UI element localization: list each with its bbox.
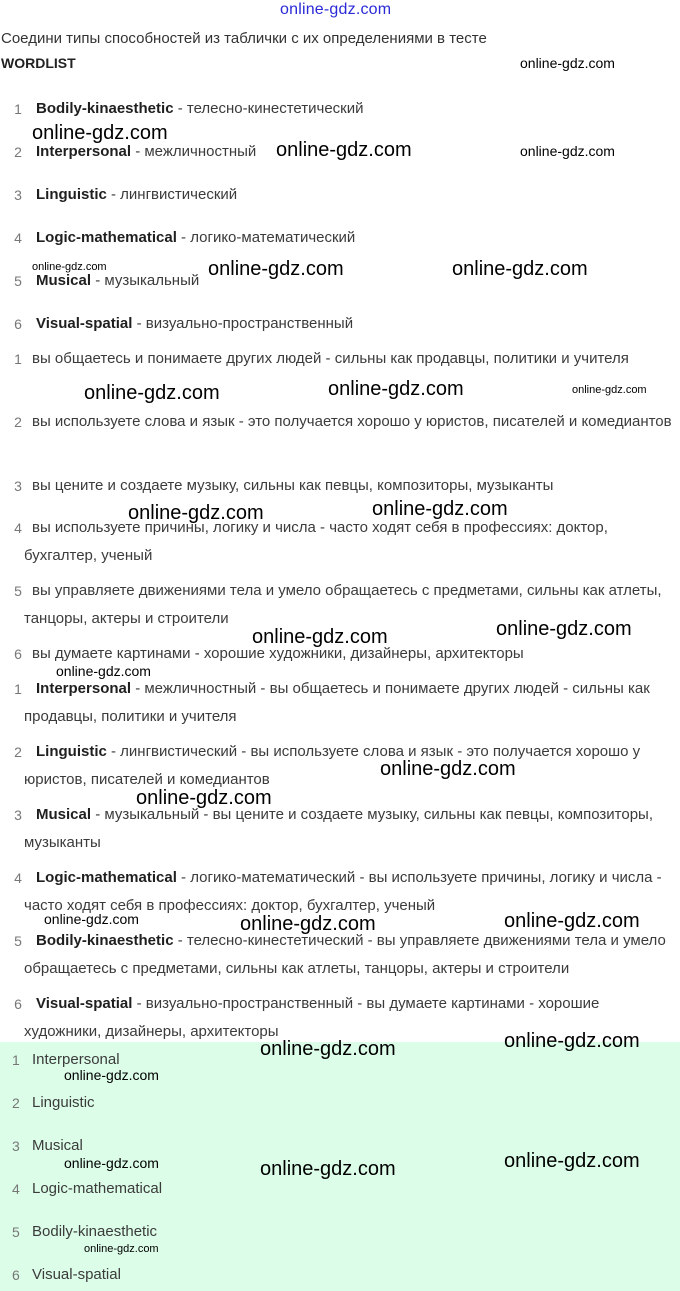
answer-label: Linguistic: [32, 1094, 95, 1111]
item-number: 6: [14, 996, 22, 1012]
watermark: online-gdz.com: [520, 143, 615, 159]
watermark: online-gdz.com: [64, 1155, 159, 1171]
item-number: 4: [14, 520, 22, 536]
item-number: 1: [14, 101, 22, 117]
watermark: online-gdz.com: [504, 910, 640, 932]
match-description: - логико-математический - вы используете причины, логику и числа - часто ходят себя в профессиях: доктор, бухгалтер, ученый: [24, 869, 662, 914]
term-translation: - визуально-пространственный: [132, 315, 354, 332]
item-number: 6: [14, 646, 22, 662]
term-name: Bodily-kinaesthetic: [36, 100, 174, 117]
definition-text: вы управляете движениями тела и умело обращаетесь с предметами, сильны как атлеты, танцоры, актеры и строители: [24, 582, 662, 627]
watermark: online-gdz.com: [56, 663, 151, 679]
term-translation: - телесно-кинестетический: [173, 100, 364, 117]
answer-number: 2: [12, 1095, 20, 1111]
watermark: online-gdz.com: [32, 261, 107, 273]
item-number: 2: [14, 144, 22, 160]
answer-label: Interpersonal: [32, 1051, 120, 1068]
answer-number: 3: [12, 1138, 20, 1154]
item-number: 3: [14, 187, 22, 203]
watermark: online-gdz.com: [252, 626, 388, 648]
item-number: 2: [14, 414, 22, 430]
item-number: 4: [14, 230, 22, 246]
answer-number: 4: [12, 1181, 20, 1197]
definition-text: вы используете слова и язык - это получается хорошо у юристов, писателей и комедиантов: [32, 413, 672, 430]
watermark: online-gdz.com: [520, 55, 615, 71]
match-description: - лингвистический - вы используете слова и язык - это получается хорошо у юристов, писателей и комедиантов: [24, 743, 641, 788]
watermark: online-gdz.com: [32, 122, 168, 144]
answer-label: Bodily-kinaesthetic: [32, 1223, 158, 1240]
watermark: online-gdz.com: [372, 498, 508, 520]
item-number: 2: [14, 744, 22, 760]
answer-label: Musical: [32, 1137, 83, 1154]
watermark: online-gdz.com: [452, 258, 588, 280]
answer-label: Visual-spatial: [32, 1266, 121, 1283]
term-name: Visual-spatial: [36, 315, 133, 332]
definition-text: вы думаете картинами - хорошие художники, дизайнеры, архитекторы: [32, 645, 524, 662]
watermark: online-gdz.com: [44, 911, 139, 927]
watermark: online-gdz.com: [496, 618, 632, 640]
definition-text: вы цените и создаете музыку, сильны как певцы, композиторы, музыканты: [32, 477, 554, 494]
item-number: 3: [14, 807, 22, 823]
match-term: Interpersonal: [36, 680, 132, 697]
watermark: online-gdz.com: [504, 1030, 640, 1052]
term-translation: - межличностный: [131, 143, 257, 160]
watermark: online-gdz.com: [128, 502, 264, 524]
watermark: online-gdz.com: [260, 1038, 396, 1060]
match-description: - межличностный - вы общаетесь и понимаете других людей - сильны как продавцы, политики и учителя: [24, 680, 650, 725]
match-description: - визуально-пространственный - вы думаете картинами - хорошие художники, дизайнеры, архитекторы: [24, 995, 600, 1040]
watermark: online-gdz.com: [84, 382, 220, 404]
term-name: Logic-mathematical: [36, 229, 177, 246]
term-translation: - музыкальный: [91, 272, 200, 289]
item-number: 3: [14, 478, 22, 494]
match-term: Visual-spatial: [36, 995, 133, 1012]
definition-text: вы используете причины, логику и числа - часто ходят себя в профессиях: доктор, бухгалтер, ученый: [24, 519, 608, 564]
watermark: online-gdz.com: [504, 1150, 640, 1172]
match-term: Logic-mathematical: [36, 869, 177, 886]
watermark: online-gdz.com: [380, 758, 516, 780]
answer-number: 1: [12, 1052, 20, 1068]
item-number: 5: [14, 583, 22, 599]
item-number: 1: [14, 351, 22, 367]
match-description: - телесно-кинестетический - вы управляете движениями тела и умело обращаетесь с предметами, сильны как атлеты, танцоры, актеры и строители: [24, 932, 666, 977]
watermark: online-gdz.com: [84, 1243, 159, 1255]
wordlist-heading: WORDLIST: [1, 55, 76, 71]
watermark: online-gdz.com: [572, 384, 647, 396]
answer-number: 6: [12, 1267, 20, 1283]
watermark: online-gdz.com: [276, 139, 412, 161]
watermark: online-gdz.com: [208, 258, 344, 280]
term-name: Musical: [36, 272, 92, 289]
item-number: 5: [14, 273, 22, 289]
match-term: Linguistic: [36, 743, 107, 760]
answer-label: Logic-mathematical: [32, 1180, 163, 1197]
item-number: 4: [14, 870, 22, 886]
definition-text: вы общаетесь и понимаете других людей - сильны как продавцы, политики и учителя: [32, 350, 629, 367]
watermark: online-gdz.com: [328, 378, 464, 400]
match-description: - музыкальный - вы цените и создаете музыку, сильны как певцы, композиторы, музыканты: [24, 806, 653, 851]
match-term: Bodily-kinaesthetic: [36, 932, 174, 949]
term-translation: - лингвистический: [106, 186, 238, 203]
term-translation: - логико-математический: [176, 229, 356, 246]
term-name: Linguistic: [36, 186, 107, 203]
answer-number: 5: [12, 1224, 20, 1240]
watermark: online-gdz.com: [64, 1067, 159, 1083]
task-instruction: Соедини типы способностей из таблички с их определениями в тесте: [1, 30, 487, 47]
term-name: Interpersonal: [36, 143, 132, 160]
watermark: online-gdz.com: [136, 787, 272, 809]
match-term: Musical: [36, 806, 92, 823]
watermark: online-gdz.com: [240, 913, 376, 935]
item-number: 1: [14, 681, 22, 697]
item-number: 6: [14, 316, 22, 332]
site-watermark-header: online-gdz.com: [280, 1, 392, 18]
watermark: online-gdz.com: [260, 1158, 396, 1180]
item-number: 5: [14, 933, 22, 949]
